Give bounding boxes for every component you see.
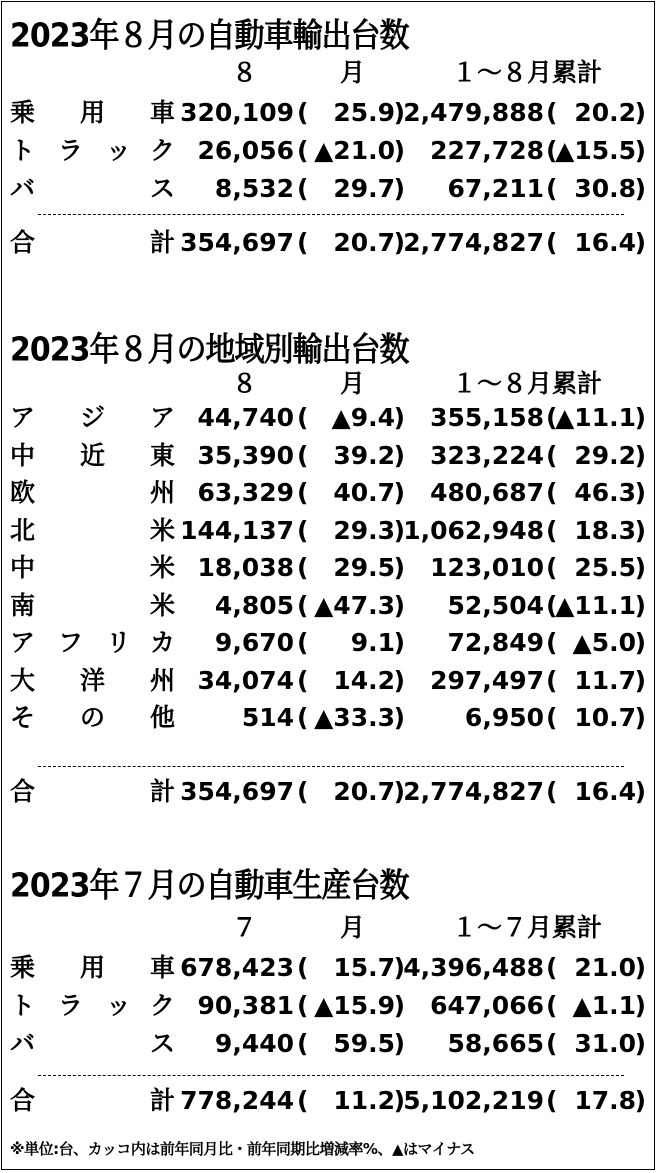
open-paren: ( [546, 478, 558, 507]
cumulative-change: ▲11.1 [555, 403, 636, 432]
monthly-value: 34,074 [197, 665, 294, 695]
cumulative-value: 355,158 [430, 403, 544, 432]
cumulative-change: 21.0 [574, 953, 636, 982]
row-label-char: 車 [150, 953, 176, 982]
table-row [0, 400, 656, 436]
table-row [0, 1026, 656, 1062]
row-label-char: 洋 [80, 665, 106, 695]
close-paren: ) [393, 590, 405, 620]
cumulative-value: 2,774,827 [403, 228, 544, 257]
row-label-char: バ [10, 1029, 36, 1058]
total-row [0, 225, 656, 261]
monthly-change: 29.3 [333, 515, 395, 545]
close-paren: ) [634, 703, 646, 732]
header-month-label: 月 [340, 913, 366, 942]
row-label-char: フ [58, 628, 84, 657]
open-paren: ( [297, 478, 309, 507]
monthly-change: 20.7 [333, 777, 395, 806]
close-paren: ) [634, 98, 646, 127]
dashed-divider [38, 214, 624, 215]
monthly-change: 25.9 [333, 98, 395, 127]
open-paren: ( [546, 777, 558, 806]
open-paren: ( [546, 953, 558, 982]
cumulative-value: 52,504 [447, 590, 544, 620]
header-month-label: 月 [340, 369, 366, 398]
cumulative-value: 323,224 [430, 440, 544, 470]
monthly-value: 778,244 [180, 1086, 294, 1115]
open-paren: ( [546, 228, 558, 257]
dashed-divider [38, 766, 624, 767]
open-paren: ( [297, 174, 309, 203]
row-label-char: 大 [10, 665, 36, 695]
row-label-char: ア [10, 628, 36, 657]
open-paren: ( [546, 1029, 558, 1058]
monthly-change: 20.7 [333, 228, 395, 257]
table-row [0, 588, 656, 624]
row-label-char: ッ [106, 136, 132, 165]
table-row [0, 663, 656, 699]
open-paren: ( [546, 590, 558, 620]
close-paren: ) [393, 1086, 405, 1115]
close-paren: ) [393, 553, 405, 582]
close-paren: ) [634, 515, 646, 545]
row-label-char: 中 [10, 440, 36, 470]
open-paren: ( [546, 174, 558, 203]
cumulative-change: 30.8 [574, 174, 636, 203]
close-paren: ) [634, 777, 646, 806]
open-paren: ( [546, 1086, 558, 1115]
row-label-char: 計 [150, 1086, 176, 1115]
open-paren: ( [546, 553, 558, 582]
close-paren: ) [393, 1029, 405, 1058]
cumulative-change: 29.2 [574, 440, 636, 470]
cumulative-change: 25.5 [574, 553, 636, 582]
header-cumulative: １～８月累計 [452, 58, 603, 87]
header-month-number: ８ [232, 58, 258, 87]
open-paren: ( [297, 136, 309, 165]
total-row [0, 774, 656, 810]
close-paren: ) [393, 665, 405, 695]
close-paren: ) [393, 228, 405, 257]
row-label-char: 東 [150, 440, 176, 470]
header-cumulative: １～８月累計 [452, 369, 603, 398]
monthly-value: 35,390 [197, 440, 294, 470]
close-paren: ) [393, 174, 405, 203]
cumulative-change: 10.7 [574, 703, 636, 732]
table-row [0, 438, 656, 474]
close-paren: ) [634, 174, 646, 203]
close-paren: ) [634, 440, 646, 470]
open-paren: ( [546, 440, 558, 470]
close-paren: ) [634, 1029, 646, 1058]
row-label-char: 近 [80, 440, 106, 470]
monthly-change: ▲15.9 [314, 991, 395, 1020]
open-paren: ( [297, 98, 309, 127]
row-label-char: 州 [150, 665, 176, 695]
cumulative-change: ▲11.1 [555, 590, 636, 620]
open-paren: ( [297, 703, 309, 732]
row-label-char: ク [150, 991, 176, 1020]
row-label-char: 合 [10, 1086, 36, 1115]
row-label-char: ラ [58, 991, 84, 1020]
open-paren: ( [546, 628, 558, 657]
monthly-value: 320,109 [180, 98, 294, 127]
cumulative-change: 18.3 [574, 515, 636, 545]
row-label-char: 乗 [10, 953, 36, 982]
open-paren: ( [546, 515, 558, 545]
open-paren: ( [297, 665, 309, 695]
table-row [0, 550, 656, 586]
footnote: ※単位:台、カッコ内は前年同月比・前年同期比増減率%、▲はマイナス [10, 1140, 475, 1158]
total-row [0, 1083, 656, 1119]
row-label-char: ラ [58, 136, 84, 165]
table-row [0, 133, 656, 169]
header-cumulative: １～７月累計 [452, 913, 603, 942]
cumulative-change: 46.3 [574, 478, 636, 507]
row-label-char: 米 [150, 515, 176, 545]
monthly-value: 354,697 [180, 228, 294, 257]
row-label-char: ク [150, 136, 176, 165]
cumulative-value: 123,010 [430, 553, 544, 582]
monthly-change: 59.5 [333, 1029, 395, 1058]
cumulative-value: 5,102,219 [403, 1086, 544, 1115]
open-paren: ( [546, 403, 558, 432]
open-paren: ( [297, 1086, 309, 1115]
monthly-value: 8,532 [214, 174, 294, 203]
monthly-value: 678,423 [180, 953, 294, 982]
close-paren: ) [393, 515, 405, 545]
row-label-char: 車 [150, 98, 176, 127]
header-month-number: ７ [232, 913, 258, 942]
close-paren: ) [634, 665, 646, 695]
monthly-change: 29.5 [333, 553, 395, 582]
row-label-char: 他 [150, 703, 176, 732]
cumulative-value: 480,687 [430, 478, 544, 507]
monthly-change: ▲9.4 [331, 403, 395, 432]
close-paren: ) [634, 478, 646, 507]
row-label-char: 州 [150, 478, 176, 507]
cumulative-value: 2,479,888 [403, 98, 544, 127]
row-label-char: 用 [80, 98, 106, 127]
row-label-char: ジ [80, 403, 106, 432]
row-label-char: ト [10, 991, 36, 1020]
close-paren: ) [634, 403, 646, 432]
close-paren: ) [634, 136, 646, 165]
row-label-char: 用 [80, 953, 106, 982]
close-paren: ) [634, 953, 646, 982]
monthly-value: 26,056 [197, 136, 294, 165]
monthly-value: 18,038 [197, 553, 294, 582]
row-label-char: カ [150, 628, 176, 657]
monthly-value: 514 [241, 703, 294, 732]
close-paren: ) [634, 1086, 646, 1115]
open-paren: ( [297, 1029, 309, 1058]
section-title: 2023年７月の自動車生産台数 [10, 866, 409, 906]
open-paren: ( [297, 440, 309, 470]
open-paren: ( [297, 953, 309, 982]
row-label-char: バ [10, 174, 36, 203]
open-paren: ( [297, 991, 309, 1020]
open-paren: ( [546, 991, 558, 1020]
open-paren: ( [297, 553, 309, 582]
close-paren: ) [393, 403, 405, 432]
row-label-char: 合 [10, 777, 36, 806]
row-label-char: 乗 [10, 98, 36, 127]
cumulative-value: 67,211 [447, 174, 544, 203]
dashed-divider [38, 1075, 624, 1076]
column-header [0, 366, 656, 402]
row-label-char: ア [150, 403, 176, 432]
close-paren: ) [634, 553, 646, 582]
close-paren: ) [393, 478, 405, 507]
table-row [0, 700, 656, 736]
row-label-char: 中 [10, 553, 36, 582]
section-title: 2023年８月の地域別輸出台数 [10, 330, 409, 370]
open-paren: ( [546, 98, 558, 127]
table-row [0, 513, 656, 549]
open-paren: ( [297, 777, 309, 806]
column-header [0, 910, 656, 946]
monthly-change: 14.2 [333, 665, 395, 695]
open-paren: ( [297, 228, 309, 257]
monthly-change: ▲21.0 [314, 136, 395, 165]
cumulative-change: 20.2 [574, 98, 636, 127]
close-paren: ) [393, 953, 405, 982]
monthly-value: 90,381 [197, 991, 294, 1020]
cumulative-value: 2,774,827 [403, 777, 544, 806]
row-label-char: の [80, 703, 106, 732]
row-label-char: リ [106, 628, 132, 657]
header-month-number: ８ [232, 369, 258, 398]
cumulative-value: 647,066 [430, 991, 544, 1020]
row-label-char: ア [10, 403, 36, 432]
cumulative-change: 17.8 [574, 1086, 636, 1115]
close-paren: ) [634, 991, 646, 1020]
monthly-value: 144,137 [180, 515, 294, 545]
row-label-char: そ [10, 703, 36, 732]
close-paren: ) [393, 703, 405, 732]
cumulative-value: 4,396,488 [403, 953, 544, 982]
open-paren: ( [297, 515, 309, 545]
cumulative-change: 16.4 [574, 228, 636, 257]
monthly-value: 63,329 [197, 478, 294, 507]
close-paren: ) [393, 98, 405, 127]
close-paren: ) [634, 228, 646, 257]
close-paren: ) [393, 628, 405, 657]
cumulative-value: 6,950 [464, 703, 544, 732]
table-row [0, 988, 656, 1024]
close-paren: ) [634, 590, 646, 620]
monthly-value: 354,697 [180, 777, 294, 806]
table-row [0, 95, 656, 131]
monthly-change: 29.7 [333, 174, 395, 203]
open-paren: ( [546, 703, 558, 732]
row-label-char: 南 [10, 590, 36, 620]
monthly-value: 44,740 [197, 403, 294, 432]
row-label-char: 計 [150, 777, 176, 806]
cumulative-value: 227,728 [430, 136, 544, 165]
cumulative-change: ▲15.5 [555, 136, 636, 165]
monthly-value: 4,805 [214, 590, 294, 620]
row-label-char: 欧 [10, 478, 36, 507]
open-paren: ( [546, 136, 558, 165]
open-paren: ( [297, 628, 309, 657]
monthly-change: 15.7 [333, 953, 395, 982]
close-paren: ) [393, 991, 405, 1020]
cumulative-value: 1,062,948 [403, 515, 544, 545]
header-month-label: 月 [340, 58, 366, 87]
row-label-char: ス [150, 174, 176, 203]
cumulative-change: 31.0 [574, 1029, 636, 1058]
monthly-value: 9,670 [214, 628, 294, 657]
open-paren: ( [546, 665, 558, 695]
table-row [0, 475, 656, 511]
cumulative-change: 16.4 [574, 777, 636, 806]
cumulative-change: ▲5.0 [572, 628, 636, 657]
monthly-change: 39.2 [333, 440, 395, 470]
monthly-change: ▲33.3 [314, 703, 395, 732]
column-header [0, 55, 656, 91]
row-label-char: 合 [10, 228, 36, 257]
cumulative-value: 58,665 [447, 1029, 544, 1058]
cumulative-value: 72,849 [447, 628, 544, 657]
row-label-char: 北 [10, 515, 36, 545]
row-label-char: 米 [150, 553, 176, 582]
monthly-value: 9,440 [214, 1029, 294, 1058]
open-paren: ( [297, 590, 309, 620]
table-row [0, 950, 656, 986]
table-row [0, 171, 656, 207]
cumulative-value: 297,497 [430, 665, 544, 695]
monthly-change: 40.7 [333, 478, 395, 507]
close-paren: ) [393, 136, 405, 165]
close-paren: ) [393, 440, 405, 470]
monthly-change: ▲47.3 [314, 590, 395, 620]
row-label-char: ッ [106, 991, 132, 1020]
cumulative-change: 11.7 [574, 665, 636, 695]
row-label-char: ト [10, 136, 36, 165]
close-paren: ) [634, 628, 646, 657]
section-title: 2023年８月の自動車輸出台数 [10, 16, 409, 56]
monthly-change: 11.2 [333, 1086, 395, 1115]
open-paren: ( [297, 403, 309, 432]
table-row [0, 625, 656, 661]
close-paren: ) [393, 777, 405, 806]
row-label-char: 米 [150, 590, 176, 620]
cumulative-change: ▲1.1 [572, 991, 636, 1020]
monthly-change: 9.1 [350, 628, 395, 657]
row-label-char: ス [150, 1029, 176, 1058]
row-label-char: 計 [150, 228, 176, 257]
